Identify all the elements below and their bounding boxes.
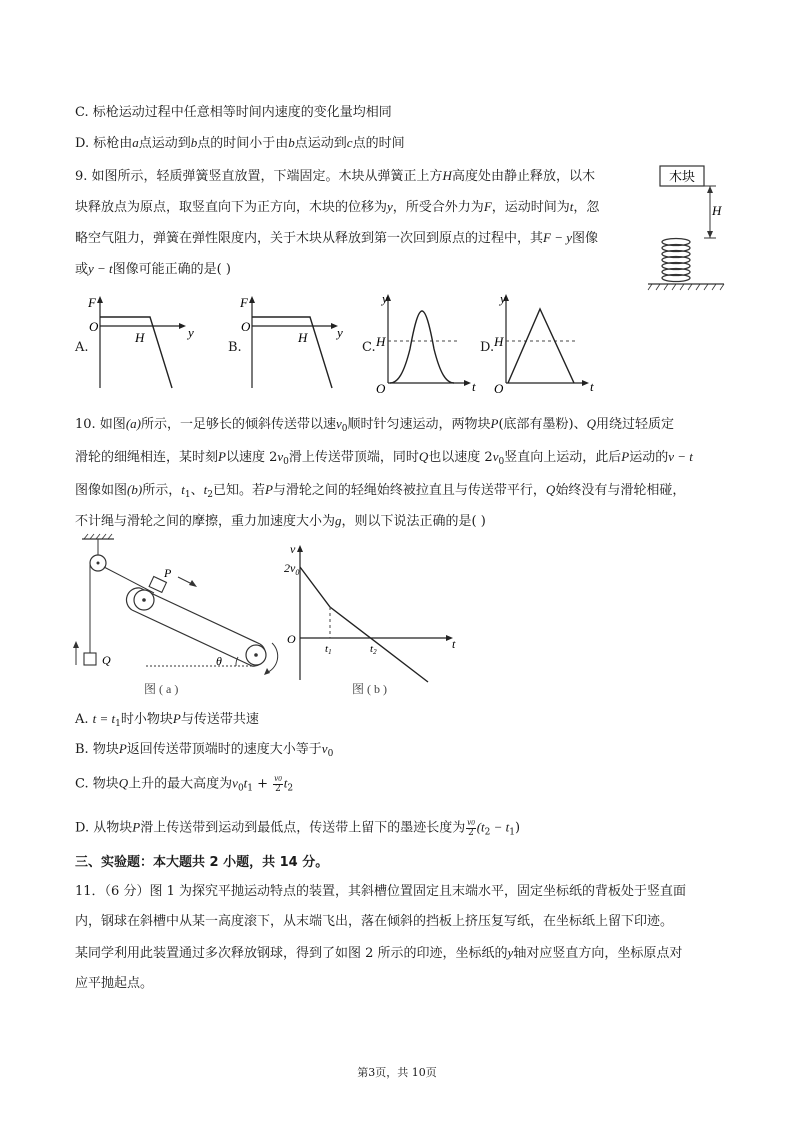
force-curve bbox=[252, 317, 332, 388]
wood-block-label: 木块 bbox=[668, 169, 696, 184]
q9-option-b-letter: B. bbox=[228, 340, 242, 355]
fraction: $\frac{v0}{2}$ bbox=[467, 817, 475, 838]
label-t2: t2 bbox=[370, 643, 377, 656]
caption-a: 图 ( a ) bbox=[144, 682, 179, 696]
q11-line4: 应平抛起点。 bbox=[75, 976, 154, 991]
conveyor-belt bbox=[126, 588, 266, 666]
velocity-curve bbox=[300, 567, 428, 682]
q9-graph-d bbox=[492, 291, 602, 393]
q11-line1: 11．（6 分）图 1 为探究平抛运动特点的装置，其斜槽位置固定且末端水平，固定坐标纸的背板处于竖直面 bbox=[75, 884, 686, 899]
h-mark: H bbox=[298, 330, 308, 345]
axis-label-t: t bbox=[452, 637, 456, 651]
axis-label-t: t bbox=[472, 379, 476, 393]
q9-stem-line2: 块释放点为原点，取竖直向下为正方向，木块的位移为y，所受合外力为F，运动时间为t，忽 bbox=[75, 199, 600, 215]
force-curve bbox=[100, 317, 172, 388]
label-2v: $2v_0$ bbox=[284, 561, 300, 577]
block-q bbox=[84, 653, 96, 665]
axis-label-y: y bbox=[500, 291, 506, 306]
q9-graph-b bbox=[240, 293, 350, 393]
label-t1: t1 bbox=[325, 643, 332, 656]
q8-option-c: C. 标枪运动过程中任意相等时间内速度的变化量均相同 bbox=[75, 105, 392, 120]
q10-stem-line3: 图像如图(b)所示，$t_1$、$t_2$已知。若P与滑轮之间的轻绳始终被拉直且与传送带平行，Q始终没有与滑轮相碰， bbox=[75, 482, 686, 500]
q10-stem-line2: 滑轮的细绳相连，某时刻P以速度 $2v_0$滑上传送带顶端，同时Q也以速度 $2v_0$竖直向上运动，此后P运动的v − t bbox=[75, 449, 693, 467]
spring bbox=[662, 239, 690, 282]
q11-line2: 内，钢球在斜槽中从某一高度滚下，从末端飞出，落在倾斜的挡板上挤压复写纸，在坐标纸上留下印迹。 bbox=[75, 914, 674, 929]
height-label: H bbox=[712, 203, 722, 218]
q10-stem-line4: 不计绳与滑轮之间的摩擦，重力加速度大小为g，则以下说法正确的是( ) bbox=[75, 513, 486, 529]
origin-label: O bbox=[376, 381, 386, 393]
axis-label-y: y bbox=[337, 325, 343, 340]
h-mark: H bbox=[376, 334, 386, 349]
displacement-curve bbox=[508, 309, 574, 383]
q10-option-a: A. $t = t_1$时小物块P与传送带共速 bbox=[75, 711, 259, 729]
q9-option-a-letter: A. bbox=[75, 340, 89, 355]
q10-figure-b bbox=[280, 540, 465, 703]
q9-option-c-letter: C. bbox=[362, 340, 376, 355]
q9-spring-figure bbox=[640, 158, 730, 293]
axis-label-v: v bbox=[290, 542, 296, 556]
q9-graph-c bbox=[374, 291, 484, 393]
page-footer: 第3页，共 10页 bbox=[357, 1066, 437, 1079]
q10-stem-line1: 10. 如图(a)所示，一足够长的倾斜传送带以速$v_0$顺时针匀速运动，两物块P(底部有墨粉)、Q用绕过轻质定 bbox=[75, 416, 675, 434]
q9-option-d-letter: D. bbox=[480, 340, 495, 355]
origin-label: O bbox=[287, 632, 296, 646]
q11-line3: 某同学利用此装置通过多次释放钢球，得到了如图 2 所示的印迹，坐标纸的y轴对应竖直方向，坐标原点对 bbox=[75, 945, 683, 961]
fraction: $\frac{v0}{2}$ bbox=[274, 773, 282, 794]
q10-option-d: D. 从物块P滑上传送带到运动到最低点，传送带上留下的墨迹长度为 $\frac{v0}{2}$ $(t_2 - t_1)$ bbox=[75, 817, 521, 838]
origin-label: O bbox=[494, 381, 504, 393]
axis-label-t: t bbox=[590, 379, 594, 393]
axis-label-f: F bbox=[88, 295, 96, 310]
axis-label-f: F bbox=[240, 295, 248, 310]
q9-stem-line4: 或y − t图像可能正确的是( ) bbox=[75, 261, 231, 277]
q10-figure-a bbox=[70, 533, 295, 703]
caption-b: 图 ( b ) bbox=[352, 682, 387, 696]
label-p: P bbox=[164, 566, 172, 580]
label-theta: θ bbox=[216, 654, 222, 668]
origin-label: O bbox=[241, 319, 251, 334]
origin-label: O bbox=[89, 319, 99, 334]
q10-option-b: B. 物块P返回传送带顶端时的速度大小等于$v_0$ bbox=[75, 741, 334, 759]
h-mark: H bbox=[135, 330, 145, 345]
section-3-heading: 三、实验题：本大题共 2 小题，共 14 分。 bbox=[75, 855, 329, 870]
q8-option-d: D. 标枪由a点运动到b点的时间小于由b点运动到c点的时间 bbox=[75, 135, 405, 151]
h-mark: H bbox=[494, 334, 504, 349]
q9-stem-line3: 略空气阻力，弹簧在弹性限度内，关于木块从释放到第一次回到原点的过程中，其F − y图像 bbox=[75, 230, 599, 246]
label-q: Q bbox=[102, 653, 111, 667]
q9-stem-line1: 9. 如图所示，轻质弹簧竖直放置，下端固定。木块从弹簧正上方H高度处由静止释放，以木 bbox=[75, 168, 595, 184]
q10-option-c: C. 物块Q上升的最大高度为$v_0t_1$ + $\frac{v0}{2}$ $t_2$ bbox=[75, 773, 294, 794]
axis-label-y: y bbox=[188, 325, 194, 340]
axis-label-y: y bbox=[382, 291, 388, 306]
displacement-curve bbox=[390, 311, 454, 383]
q9-graph-a bbox=[88, 293, 198, 393]
